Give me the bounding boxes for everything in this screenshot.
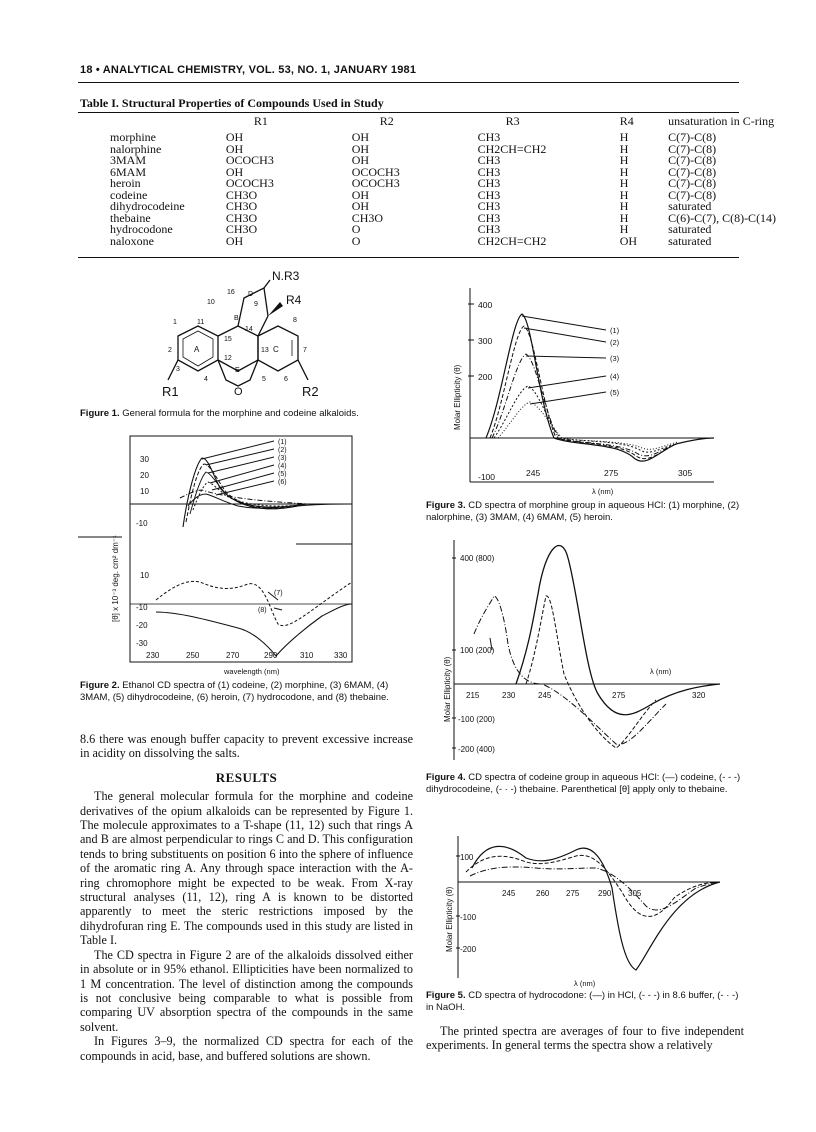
figure3-caption-text: CD spectra of morphine group in aqueous HCl: (1) morphine, (2) nalorphine, (3) 3MAM, (4) 6MAM, (5) heroin. xyxy=(426,500,740,523)
fig1-atom-8: 8 xyxy=(293,317,297,324)
fig4-xtick: 275 xyxy=(612,691,626,700)
fig4-xtick: 215 xyxy=(466,691,480,700)
figure1-caption xyxy=(80,408,410,420)
table-title: Table I. Structural Properties of Compounds Used in Study xyxy=(80,96,384,110)
table-cell: OH xyxy=(225,233,244,248)
fig1-atom-13: 13 xyxy=(261,347,269,354)
table-bottom-rule xyxy=(78,257,739,258)
fig2-ytick: 30 xyxy=(140,455,149,464)
table-cell: CH3 xyxy=(477,187,501,202)
fig3-legend-1: (1) xyxy=(610,326,620,335)
figure3-chart xyxy=(446,280,746,500)
fig2-xtick: 290 xyxy=(264,651,278,660)
table-row xyxy=(110,236,816,248)
table-cell: OH xyxy=(225,130,244,144)
fig2-xlabel: wavelength (nm) xyxy=(224,667,280,676)
fig1-atom-12: 12 xyxy=(224,355,232,362)
fig1-atom-6: 6 xyxy=(284,376,288,383)
fig2-ytick: -10 xyxy=(136,519,148,528)
figure3-caption-label: Figure 3. xyxy=(426,500,466,511)
fig2-legend-4: (4) xyxy=(278,463,287,470)
table-cell: codeine xyxy=(110,187,148,202)
fig1-atom-2: 2 xyxy=(168,347,172,354)
fig1-r1-label: R1 xyxy=(162,384,179,399)
paragraph: In Figures 3–9, the normalized CD spectra for each of the compounds in acid, base, and buffered solutions are shown. xyxy=(80,1034,413,1063)
fig4-ytick: 400 (800) xyxy=(460,554,495,563)
table-cell: CH3 xyxy=(477,222,501,236)
table-cell: naloxone xyxy=(110,233,154,248)
right-column-text xyxy=(426,1024,744,1053)
table-cell: CH3 xyxy=(477,176,501,190)
table-cell: OCOCH3 xyxy=(351,176,400,190)
table-cell: heroin xyxy=(110,176,141,190)
table-cell: CH3 xyxy=(477,153,501,167)
table-cell: 3MAM xyxy=(110,153,147,167)
fig1-ring-a: A xyxy=(194,345,200,354)
table-cell: CH3 xyxy=(477,210,501,225)
table-cell: morphine xyxy=(110,130,156,144)
fig2-xtick: 230 xyxy=(146,651,160,660)
table-cell: CH3O xyxy=(225,187,258,202)
running-head: 18 • ANALYTICAL CHEMISTRY, VOL. 53, NO. 1, JANUARY 1981 xyxy=(80,64,417,76)
figure1-caption-label: Figure 1. xyxy=(80,408,120,419)
table-cell: CH2CH=CH2 xyxy=(477,141,547,156)
fig5-xtick: 245 xyxy=(502,889,516,898)
fig1-r2-label: R2 xyxy=(302,384,319,399)
table-cell: H xyxy=(619,164,629,179)
table-cell: C(7)-C(8) xyxy=(668,130,717,144)
fig2-legend-2: (2) xyxy=(278,447,287,454)
fig3-xtick: 305 xyxy=(678,468,693,478)
table-cell: OH xyxy=(225,164,244,179)
header-rule xyxy=(78,82,739,83)
fig2-legend-7: (7) xyxy=(274,590,283,597)
fig2-legend-8: (8) xyxy=(258,607,267,614)
fig3-ylabel: Molar Ellipticity (θ) xyxy=(453,364,462,430)
table-cell: C(7)-C(8) xyxy=(668,164,717,179)
table-cell: H xyxy=(619,141,629,156)
table-cell: H xyxy=(619,176,629,190)
fig3-ytick: -100 xyxy=(478,472,496,482)
table-header: R2 xyxy=(379,114,394,128)
fig5-xtick: 290 xyxy=(598,889,612,898)
table-cell: CH3O xyxy=(351,210,384,225)
fig1-ring-d: D xyxy=(248,291,254,298)
figure2-chart xyxy=(78,432,358,678)
table-header: R4 xyxy=(619,114,634,128)
fig5-xtick: 260 xyxy=(536,889,550,898)
fig4-xtick: 230 xyxy=(502,691,516,700)
table-cell: OCOCH3 xyxy=(225,153,274,167)
fig1-atom-10: 10 xyxy=(207,299,215,306)
section-heading-results: RESULTS xyxy=(215,769,278,785)
table-cell: saturated xyxy=(668,222,712,236)
figure5-chart xyxy=(446,832,746,992)
table-cell: C(7)-C(8) xyxy=(668,141,717,156)
figure4-chart xyxy=(443,534,746,766)
fig4-xtick: 320 xyxy=(692,691,706,700)
fig2-xtick: 330 xyxy=(334,651,348,660)
figure1-structure xyxy=(140,268,370,408)
table-header: unsaturation in C-ring xyxy=(668,114,775,128)
figure2-caption xyxy=(80,680,410,703)
table-cell: OH xyxy=(225,141,244,156)
fig5-ytick: -100 xyxy=(460,913,477,922)
left-column-text xyxy=(80,732,413,1063)
table-cell: OH xyxy=(351,141,370,156)
table-cell: saturated xyxy=(668,199,712,213)
fig2-ytick: 20 xyxy=(140,471,149,480)
fig1-nr3-label: N.R3 xyxy=(272,269,300,283)
table-cell: C(7)-C(8) xyxy=(668,176,717,190)
fig4-ytick: 100 (200) xyxy=(460,646,495,655)
fig4-ytick: -200 (400) xyxy=(458,745,495,754)
table-cell: OH xyxy=(351,153,370,167)
table-cell: 6MAM xyxy=(110,164,147,179)
fig5-xlabel: λ (nm) xyxy=(574,979,596,988)
figure4-caption xyxy=(426,772,744,795)
table-top-rule xyxy=(78,112,739,113)
figure4-caption-text: CD spectra of codeine group in aqueous HCl: (—) codeine, (- - -) dihydrocodeine, (- · -) thebaine. Parenthetical [θ] apply only to thebaine. xyxy=(426,772,741,795)
fig2-ytick: -30 xyxy=(136,639,148,648)
table-cell: CH3 xyxy=(477,130,501,144)
fig2-ytick: -10 xyxy=(136,603,148,612)
table-header: R3 xyxy=(505,114,520,128)
table-cell: CH3O xyxy=(225,210,258,225)
fig1-ring-e: E xyxy=(235,367,240,374)
figure3-caption xyxy=(426,500,744,523)
fig1-atom-1: 1 xyxy=(173,319,177,326)
fig2-legend-3: (3) xyxy=(278,455,287,462)
fig2-legend-1: (1) xyxy=(278,439,287,446)
fig4-xlabel: λ (nm) xyxy=(650,667,672,676)
paragraph: The CD spectra in Figure 2 are of the alkaloids dissolved either in absolute or in 95% ethanol. Ellipticities have been normalized to 1 M concentration. The level of distinction among the compounds is not conclusive being comparable to what is possible from comparing UV absorption spectra of the compounds in the same solvent. xyxy=(80,947,413,1034)
table-cell: thebaine xyxy=(110,210,151,225)
table-cell: OH xyxy=(351,187,370,202)
table-cell: H xyxy=(619,130,629,144)
figure5-caption-text: CD spectra of hydrocodone: (—) in HCl, (- - -) in 8.6 buffer, (- · -) in NaOH. xyxy=(426,990,739,1013)
table-header: R1 xyxy=(253,114,268,128)
table-cell: OCOCH3 xyxy=(225,176,274,190)
table-cell: C(7)-C(8) xyxy=(668,187,717,202)
table-cell: C(6)-C(7), C(8)-C(14) xyxy=(668,210,777,225)
fig1-ring-b: B xyxy=(234,315,239,322)
fig3-legend-4: (4) xyxy=(610,372,620,381)
table-cell: OCOCH3 xyxy=(351,164,400,179)
figure1-caption-text: General formula for the morphine and codeine alkaloids. xyxy=(122,408,359,419)
table-cell: H xyxy=(619,153,629,167)
fig4-ylabel: Molar Ellipticity (θ) xyxy=(443,656,452,722)
fig3-ytick: 400 xyxy=(478,300,493,310)
fig5-xtick: 305 xyxy=(628,889,642,898)
fig2-ytick: 10 xyxy=(140,487,149,496)
fig2-legend-5: (5) xyxy=(278,471,287,478)
table-cell: CH3 xyxy=(477,199,501,213)
fig5-ylabel: Molar Ellipticity (θ) xyxy=(445,886,454,952)
fig1-atom-7: 7 xyxy=(303,347,307,354)
fig3-xtick: 275 xyxy=(604,468,619,478)
table-cell: H xyxy=(619,210,629,225)
figure4-caption-label: Figure 4. xyxy=(426,772,466,783)
table-cell: CH3O xyxy=(225,199,258,213)
table-cell: hydrocodone xyxy=(110,222,173,236)
figure5-caption xyxy=(426,990,744,1013)
fig3-legend-5: (5) xyxy=(610,388,620,397)
fig1-atom-14: 14 xyxy=(245,326,253,333)
table-cell: dihydrocodeine xyxy=(110,199,185,213)
fig3-ytick: 300 xyxy=(478,336,493,346)
fig4-ytick: -100 (200) xyxy=(458,715,495,724)
fig2-xtick: 270 xyxy=(226,651,240,660)
fig1-oxygen-label: O xyxy=(234,386,243,398)
fig2-legend-6: (6) xyxy=(278,479,287,486)
fig2-ytick: -20 xyxy=(136,621,148,630)
properties-table xyxy=(110,116,816,247)
paragraph: 8.6 there was enough buffer capacity to prevent excessive increase in acidity on dissolving the salts. xyxy=(80,732,413,761)
paragraph: The general molecular formula for the morphine and codeine derivatives of the opium alkaloids can be represented by Figure 1. The molecule approximates to a T-shape (11, 12) such that rings A and B are almost perpendicular to rings C and D. This configuration tends to bring substituents on position 6 into the sphere of influence of the aromatic ring A. Any through space interaction with the A-ring chromophore might be expected to be weak. From X-ray structural analyses (11, 12), ring A is known to be distorted apparently to meet the steric restrictions imposed by the dihydrofuran ring E. The compounds used in this study are listed in Table I. xyxy=(80,789,413,948)
fig4-xtick: 245 xyxy=(538,691,552,700)
table-cell: CH2CH=CH2 xyxy=(477,233,547,248)
table-cell: OH xyxy=(351,199,370,213)
figure5-caption-label: Figure 5. xyxy=(426,990,466,1001)
fig2-xtick: 310 xyxy=(300,651,314,660)
fig2-xtick: 250 xyxy=(186,651,200,660)
table-cell: O xyxy=(351,233,361,248)
fig3-ytick: 200 xyxy=(478,372,493,382)
fig1-atom-5: 5 xyxy=(262,376,266,383)
fig1-atom-9: 9 xyxy=(254,301,258,308)
fig1-atom-11: 11 xyxy=(197,319,205,326)
figure2-caption-text: Ethanol CD spectra of (1) codeine, (2) morphine, (3) 6MAM, (4) 3MAM, (5) dihydrocodeine, (6) heroin, (7) hydrocodone, and (8) thebaine. xyxy=(80,680,389,703)
fig1-atom-16: 16 xyxy=(227,289,235,296)
table-cell: O xyxy=(351,222,361,236)
fig5-xtick: 275 xyxy=(566,889,580,898)
fig1-atom-4: 4 xyxy=(204,376,208,383)
fig1-ring-c: C xyxy=(273,345,279,354)
table-cell: H xyxy=(619,222,629,236)
fig2-ylabel: [θ] x 10⁻³ deg. cm² dm⁻¹ xyxy=(111,535,120,622)
fig3-legend-3: (3) xyxy=(610,354,620,363)
table-cell: nalorphine xyxy=(110,141,162,156)
fig3-xlabel: λ (nm) xyxy=(592,487,614,496)
table-cell: C(7)-C(8) xyxy=(668,153,717,167)
fig1-atom-3: 3 xyxy=(176,366,180,373)
figure2-caption-label: Figure 2. xyxy=(80,680,120,691)
table-cell: OH xyxy=(351,130,370,144)
fig3-xtick: 245 xyxy=(526,468,541,478)
fig1-atom-15: 15 xyxy=(224,336,232,343)
table-cell: H xyxy=(619,187,629,202)
paragraph: The printed spectra are averages of four to five independent experiments. In general terms the spectra show a relatively xyxy=(426,1024,744,1053)
table-cell: saturated xyxy=(668,233,712,248)
table-cell: CH3O xyxy=(225,222,258,236)
fig2-ytick: 10 xyxy=(140,571,149,580)
table-cell: CH3 xyxy=(477,164,501,179)
fig5-ytick: -200 xyxy=(460,945,477,954)
fig5-ytick: 100 xyxy=(460,853,474,862)
table-cell: OH xyxy=(619,233,638,248)
fig3-legend-2: (2) xyxy=(610,338,620,347)
fig1-r4-label: R4 xyxy=(286,293,302,307)
table-cell: H xyxy=(619,199,629,213)
